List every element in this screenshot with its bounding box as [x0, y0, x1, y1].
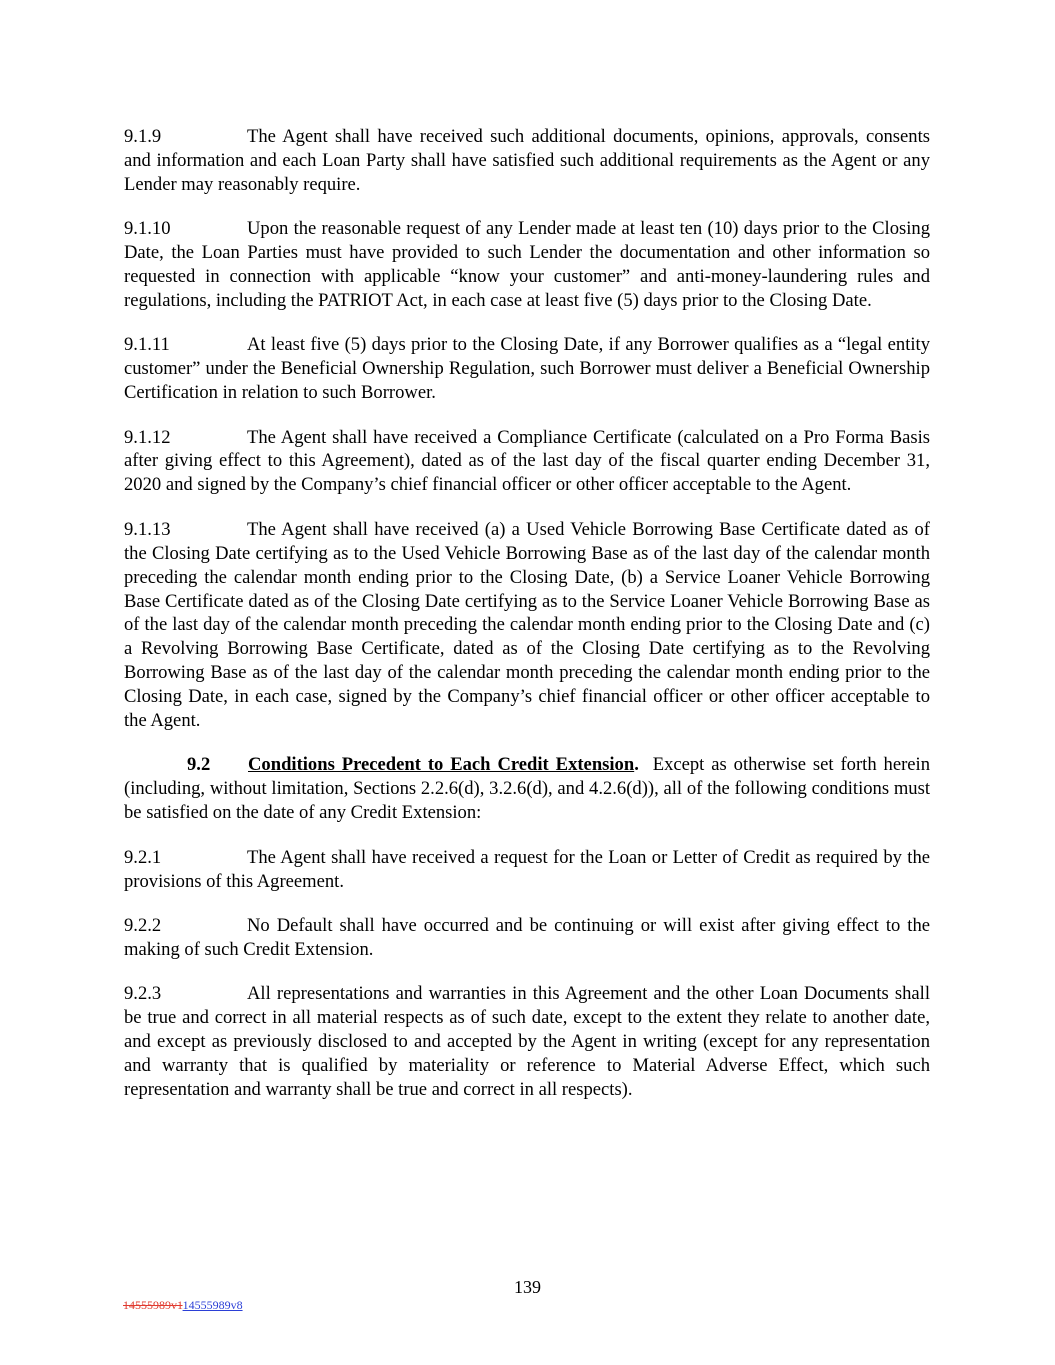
document-id	[123, 1298, 243, 1312]
paragraph-text: At least five (5) days prior to the Closing Date, if any Borrower qualifies as a “legal entity customer” under the Beneficial Ownership Regulation, such Borrower must deliver a Beneficial Ownership Certification in relation to such Borrower.	[124, 334, 930, 404]
paragraph-text: Upon the reasonable request of any Lender made at least ten (10) days prior to the Closing Date, the Loan Parties must have provided to such Lender the documentation and other information so requested in connection with applicable “know your customer” and anti-money-laundering rules and regulations, including the PATRIOT Act, in each case at least five (5) days prior to the Closing Date.	[124, 218, 930, 311]
paragraph-number: 9.1.11	[124, 334, 170, 356]
paragraph-number: 9.1.9	[124, 126, 162, 147]
document-id-old: 14555989v1	[123, 1298, 183, 1312]
page-number: 139	[514, 1277, 541, 1297]
paragraph-number: 9.2.2	[124, 914, 162, 936]
paragraph-9-1-13	[124, 518, 930, 733]
paragraph-9-2-2	[124, 914, 930, 962]
section-title: Conditions Precedent to Each Credit Extension	[248, 754, 635, 776]
paragraph-number: 9.1.13	[124, 518, 171, 540]
section-title-punctuation: .	[634, 754, 639, 776]
document-id-new: 14555989v8	[182, 1298, 243, 1312]
paragraph-text: The Agent shall have received a Compliance Certificate (calculated on a Pro Forma Basis after giving effect to this Agreement), dated as of the last day of the fiscal quarter ending December 31, 2020 and signed by the Company’s chief financial officer or other officer acceptable to the Agent.	[124, 426, 930, 496]
paragraph-9-1-9	[124, 125, 930, 197]
paragraph-9-2-3	[124, 982, 930, 1102]
paragraph-text: All representations and warranties in this Agreement and the other Loan Documents shall be true and correct in all material respects as of such date, except to the extent they relate to another date, and except as previously disclosed to and accepted by the Agent in writing (except for any representation and warranty that is qualified by materiality or reference to Material Adverse Effect, which such representation and warranty shall be true and correct in all respects).	[124, 983, 930, 1100]
paragraph-number: 9.2.3	[124, 983, 162, 1005]
page-body	[124, 125, 930, 1122]
section-text: Except as otherwise set forth herein (including, without limitation, Sections 2.2.6(d), 3.2.6(d), and 4.2.6(d)), all of the following conditions must be satisfied on the date of any Credit Extension:	[124, 754, 931, 824]
section-number: 9.2	[187, 754, 211, 776]
paragraph-9-2-1	[124, 846, 930, 894]
paragraph-9-1-10	[124, 217, 930, 313]
paragraph-text: No Default shall have occurred and be continuing or will exist after giving effect to the making of such Credit Extension.	[124, 914, 930, 960]
section-9-2	[124, 753, 930, 825]
paragraph-number: 9.2.1	[124, 846, 162, 868]
paragraph-9-1-11	[124, 333, 930, 405]
paragraph-text: The Agent shall have received (a) a Used Vehicle Borrowing Base Certificate dated as of the Closing Date certifying as to the Used Vehicle Borrowing Base as of the last day of the calendar month preceding the calendar month ending prior to the Closing Date, (b) a Service Loaner Vehicle Borrowing Base Certificate dated as of the Closing Date certifying as to the Service Loaner Vehicle Borrowing Base as of the last day of the calendar month preceding the calendar month ending prior to the Closing Date and (c) a Revolving Borrowing Base Certificate, dated as of the Closing Date certifying as to the Revolving Borrowing Base as of the last day of the calendar month preceding the calendar month ending prior to the Closing Date, in each case, signed by the Company’s chief financial officer or other officer acceptable to the Agent.	[124, 518, 930, 732]
paragraph-number: 9.1.12	[124, 426, 171, 448]
paragraph-text: The Agent shall have received such additional documents, opinions, approvals, consents and information and each Loan Party shall have satisfied such additional requirements as the Agent or any Lender may reasonably require.	[124, 126, 930, 195]
paragraph-text: The Agent shall have received a request for the Loan or Letter of Credit as required by the provisions of this Agreement.	[124, 846, 930, 892]
paragraph-number: 9.1.10	[124, 218, 171, 240]
paragraph-9-1-12	[124, 426, 930, 498]
